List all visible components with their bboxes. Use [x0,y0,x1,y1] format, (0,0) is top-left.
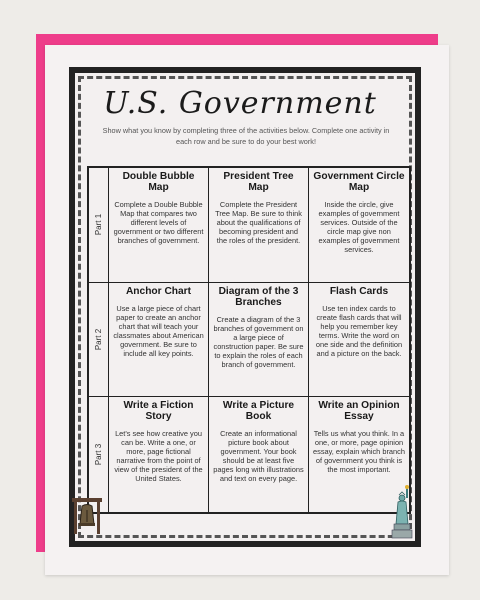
activity-cell-anchor-chart [109,283,209,398]
activity-title: Write a Fiction Story [123,400,194,423]
activity-description: Create an informational picture book about government. Your book should be at least five pages long with illustrations and text on every page. [213,429,304,484]
activity-cell-diagram-3-branches [209,283,309,398]
activity-description: Use a large piece of chart paper to create an anchor chart that will teach your classmates about American government. Be sure to include all key points. [113,303,204,358]
activity-cell-double-bubble-map [109,168,209,283]
activity-title: Write an Opinion Essay [318,400,400,423]
activity-cell-fiction-story [109,397,209,512]
activity-title: Double Bubble Map [122,171,195,193]
activity-cell-government-circle-map [309,168,409,283]
row-label-text: Part 2 [94,328,103,351]
statue-of-liberty-icon [390,484,416,540]
activity-cell-picture-book [209,397,309,512]
activity-description: Complete a Double Bubble Map that compares two different levels of government or two different branches of government. [113,200,204,245]
row-label-text: Part 3 [94,443,103,466]
activity-description: Complete the President Tree Map. Be sure to think about the qualifications of becoming president and the roles of the president. [215,200,302,245]
activity-title: Flash Cards [329,285,389,297]
worksheet-title: U.S. Government [103,86,377,121]
row-label-text: Part 1 [94,214,103,236]
activity-title: President Tree Map [223,171,294,193]
activity-description: Inside the circle, give examples of government services. Outside of the circle map give non examples of government services. [318,200,400,254]
row-label-part-3 [89,397,109,512]
activity-description: Tells us what you think. In a one, or more, page opinion essay, explain which branch of government you think is the most important. [313,429,405,475]
activity-description: Create a diagram of the 3 branches of government on a large piece of construction paper. Be sure to explain the roles of each branch of government. [213,314,304,369]
activity-cell-president-tree-map [209,168,309,283]
row-label-part-1 [89,168,109,283]
row-label-part-2 [89,283,109,398]
choice-board-grid [87,166,411,514]
activity-title: Government Circle Map [313,171,405,193]
activity-description: Use ten index cards to create flash cards that will help you remember key terms. Write the word on one side and the definition and a picture on the back. [315,303,403,358]
activity-title: Anchor Chart [125,285,192,297]
activity-title: Write a Picture Book [222,400,295,423]
liberty-bell-icon [70,496,104,536]
activity-title: Diagram of the 3 Branches [218,285,299,308]
instructions-text: Show what you know by completing three of the activities below. Complete one activity in each row and be sure to do your best work! [102,126,390,146]
activity-description: Let's see how creative you can be. Write a one, or more, page fictional narrative from the point of view of the president of the United States. [114,429,203,484]
activity-cell-flash-cards [309,283,409,398]
